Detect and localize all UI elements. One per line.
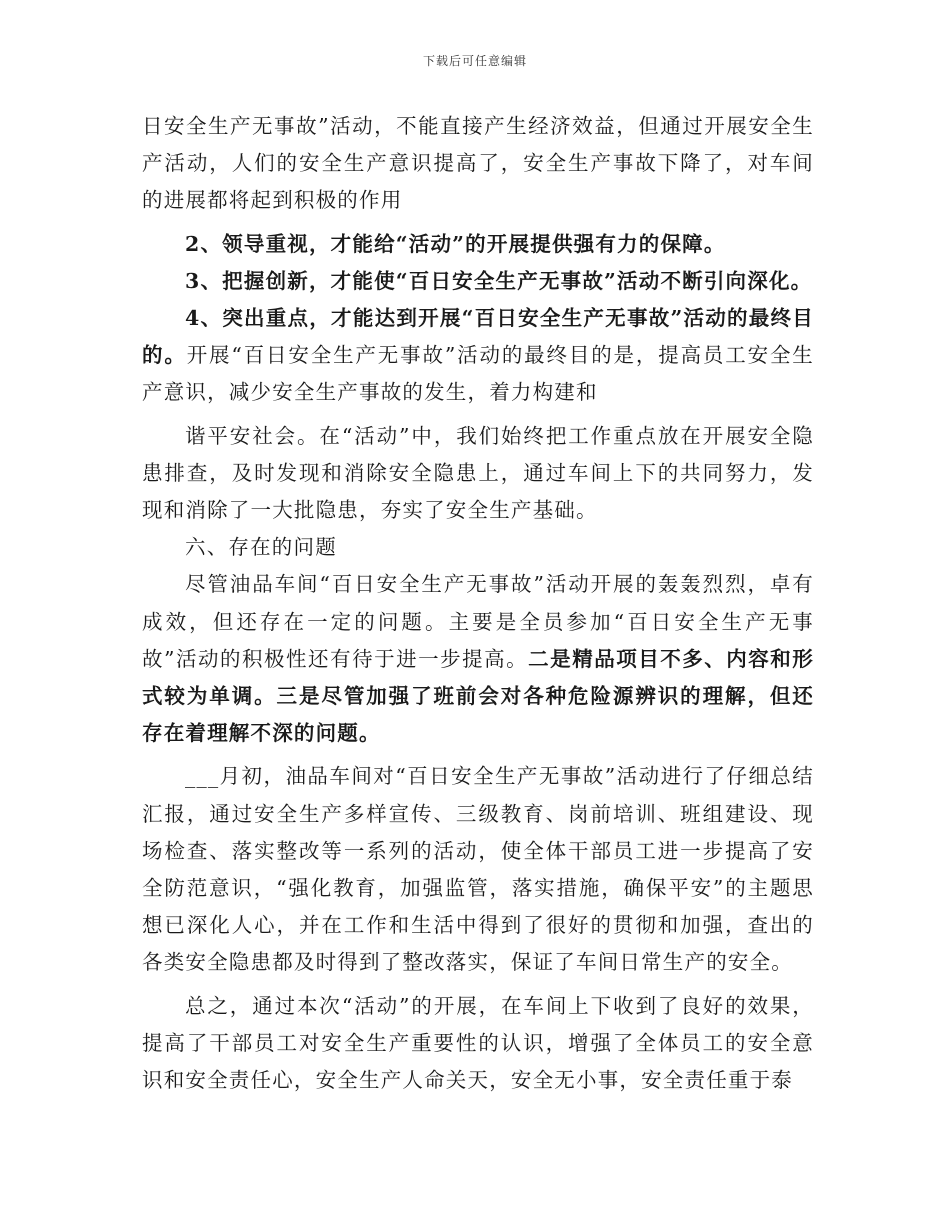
paragraph-summary-report: ___月初，油品车间对“百日安全生产无事故”活动进行了仔细总结汇报，通过安全生产多样宣传、三级教育、岗前培训、班组建设、现场检查、落实整改等一系列的活动，使全体干部员工进一步提高了安全防范意识，“强化教育，加强监管，落实措施，确保平安”的主题思想已深化人心，并在工作和生活中得到了很好的贯彻和加强，查出的各类安全隐患都及时得到了整改落实，保证了车间日常生产的安全。	[142, 764, 814, 975]
document-body	[142, 108, 814, 1099]
problems-bold-text: 二是精品项目不多、内容和形式较为单调。三是尽管加强了班前会对各种危险源辨识的理解，但还存在着理解不深的问题。	[142, 646, 814, 746]
paragraph-point-3: 3、把握创新，才能使“百日安全生产无事故”活动不断引向深化。	[185, 268, 813, 293]
paragraph-problems	[142, 566, 814, 752]
paragraph-conclusion: 总之，通过本次“活动”的开展，在车间上下收到了良好的效果，提高了干部员工对安全生产重要性的认识，增强了全体员工的安全意识和安全责任心，安全生产人命关天，安全无小事，安全责任重于泰	[142, 993, 814, 1093]
page-header-note: 下载后可任意编辑	[422, 54, 527, 68]
paragraph-point-4	[142, 300, 814, 412]
problems-text: 尽管油品车间“百日安全生产无事故”活动开展的轰轰烈烈，卓有成效，但还存在一定的问题。主要是全员参加“百日安全生产无事故”活动的积极性还有待于进一步提高。	[142, 572, 814, 671]
point-4-text: 开展“百日安全生产无事故”活动的最终目的是，提高员工安全生产意识，减少安全生产事故的发生，着力构建和	[142, 343, 815, 405]
paragraph-harmony: 谐平安社会。在“活动”中，我们始终把工作重点放在开展安全隐患排查，及时发现和消除安全隐患上，通过车间上下的共同努力，发现和消除了一大批隐患，夯实了安全生产基础。	[142, 423, 814, 523]
paragraph-continuation: 日安全生产无事故”活动，不能直接产生经济效益，但通过开展安全生产活动，人们的安全生产意识提高了，安全生产事故下降了，对车间的进展都将起到积极的作用	[142, 114, 814, 213]
section-heading-problems: 六、存在的问题	[185, 535, 337, 560]
paragraph-point-2: 2、领导重视，才能给“活动”的开展提供强有力的保障。	[185, 231, 726, 256]
point-4-heading: 4、突出重点，才能达到开展“百日安全生产无事故”活动的最终目的。	[142, 306, 814, 368]
